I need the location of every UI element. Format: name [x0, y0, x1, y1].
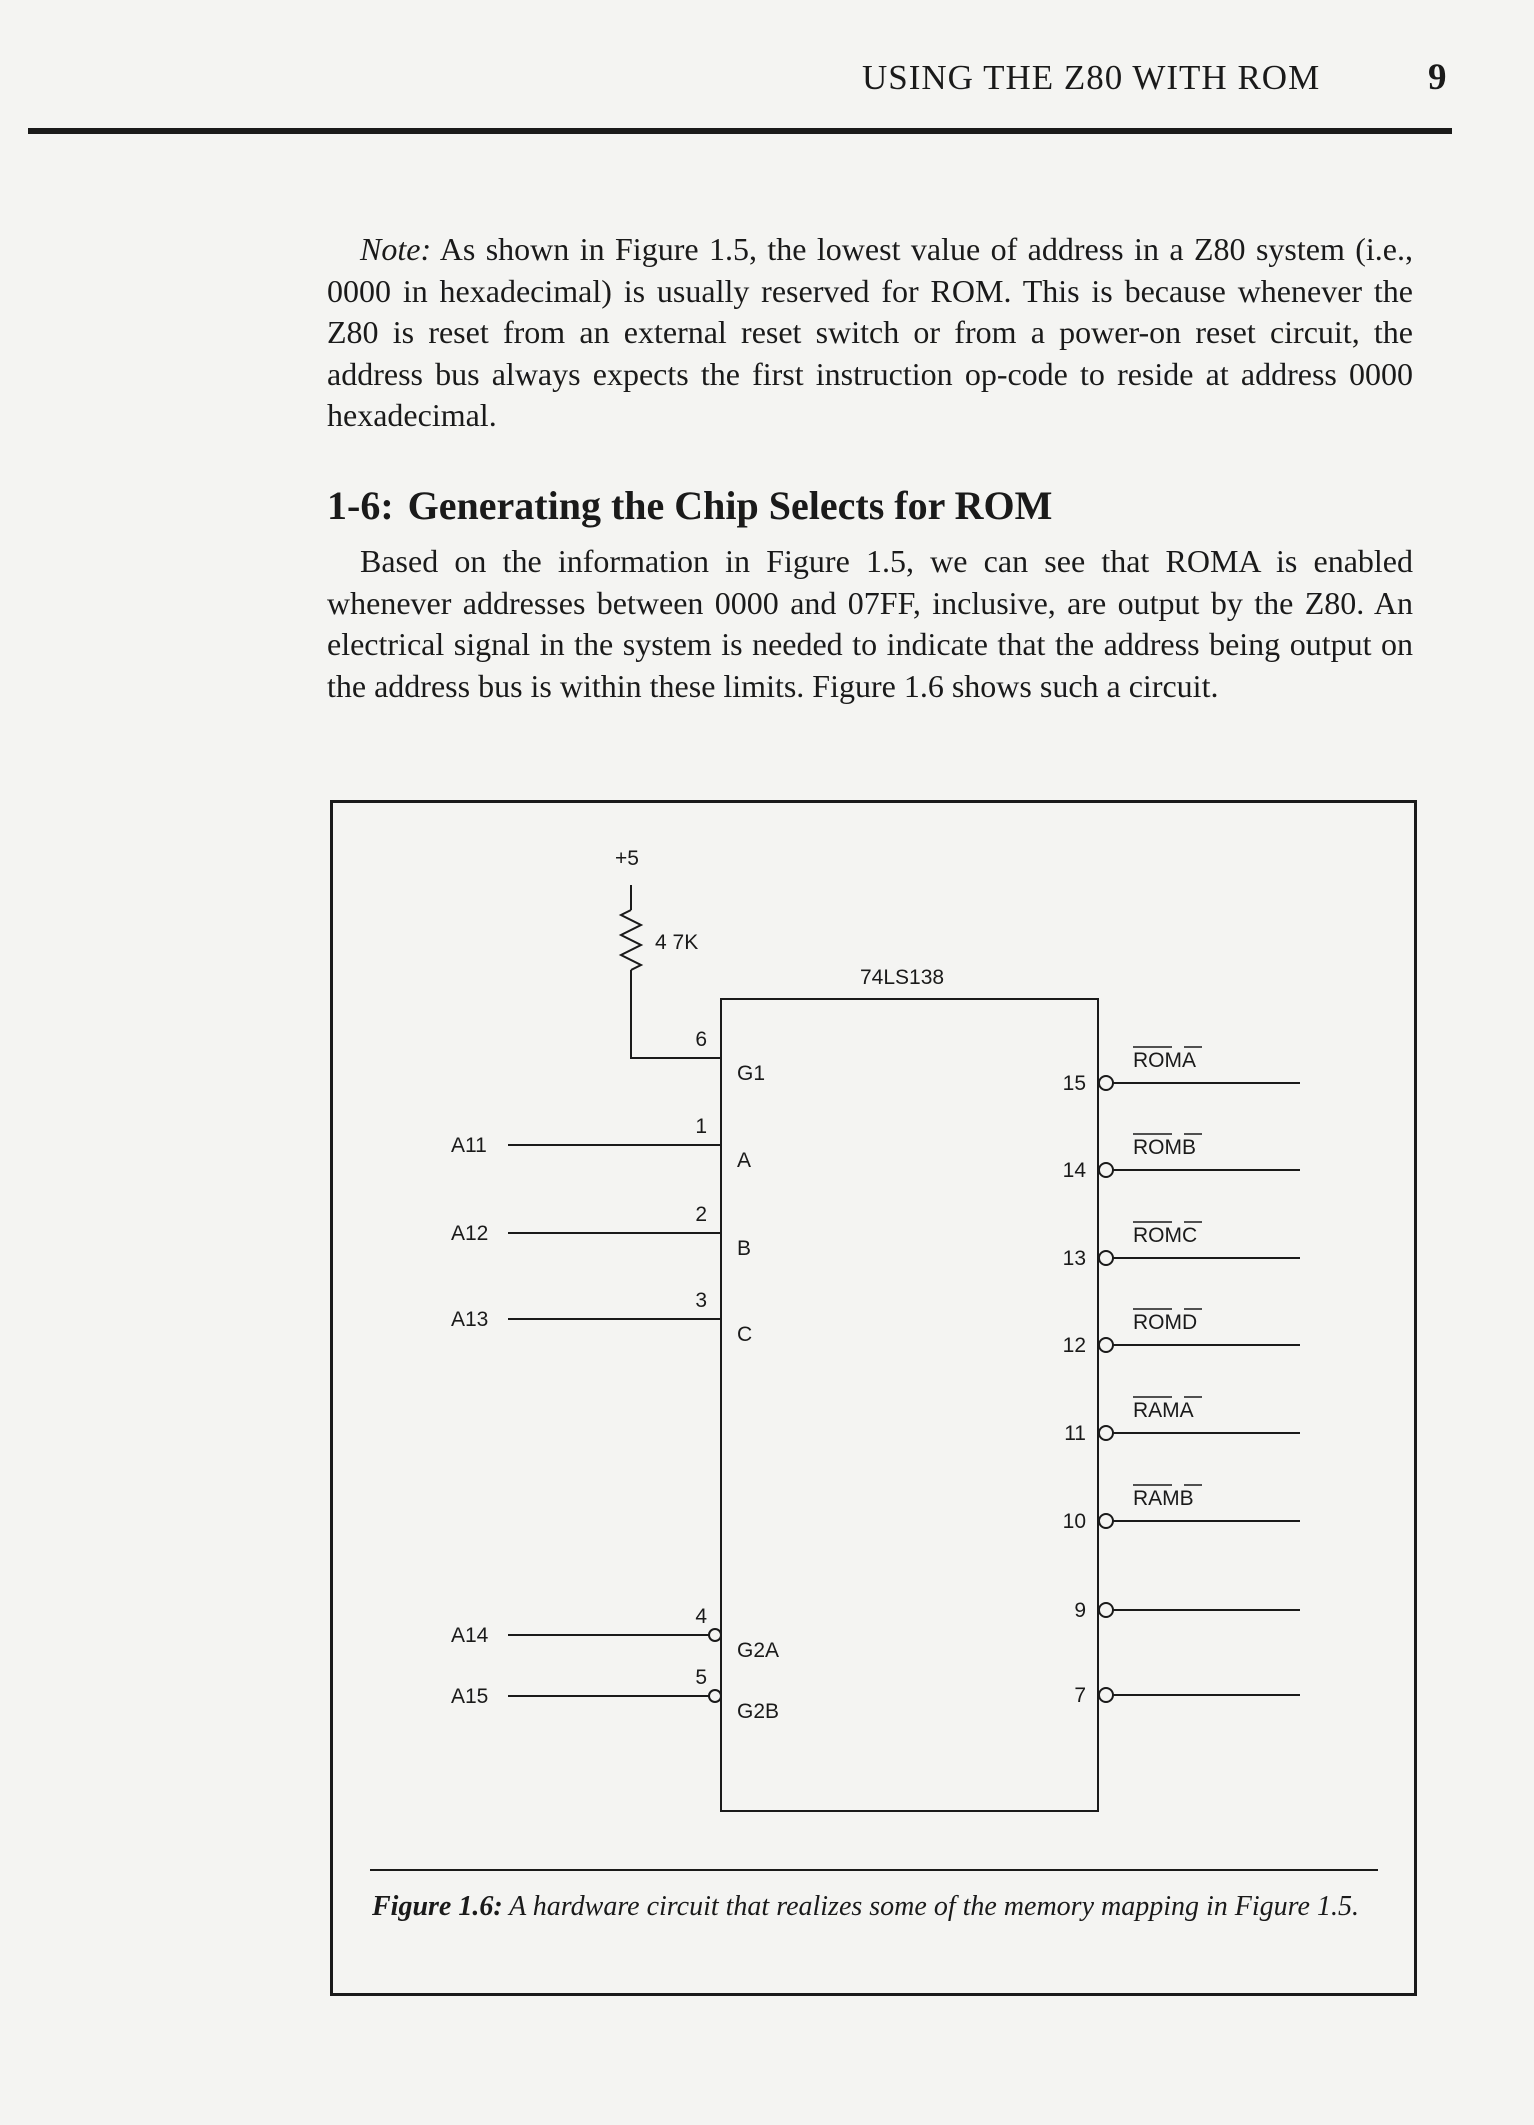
supply-label: +5	[615, 847, 639, 870]
output-bubble	[1099, 1426, 1113, 1440]
output-pin-number: 10	[1062, 1510, 1086, 1533]
section-title: Generating the Chip Selects for ROM	[407, 483, 1053, 528]
output-pin-number: 13	[1062, 1247, 1086, 1270]
input-signal-label: A12	[451, 1222, 489, 1245]
input-pin-number: 4	[695, 1605, 707, 1628]
page-number: 9	[1428, 57, 1447, 98]
input-wire	[631, 970, 721, 1058]
caption-label: Figure 1.6:	[372, 1891, 503, 1922]
output-signal-label: ROMA	[1133, 1049, 1196, 1072]
section-number: 1-6:	[327, 483, 394, 528]
resistor-label: 4 7K	[655, 931, 699, 954]
input-signal-label: A13	[451, 1308, 489, 1331]
note-label: Note:	[360, 231, 432, 267]
header-rule	[28, 128, 1452, 134]
section-body-paragraph: Based on the information in Figure 1.5, we can see that ROMA is enabled whenever addresses between 0000 and 07FF, inclusive, are output by the Z80. An electrical signal in the system is needed to indicate that the address being output on the address bus is within these limits. Figure 1.6 shows such a circuit.	[327, 543, 1413, 704]
input-pin-number: 6	[695, 1028, 707, 1051]
output-pin-number: 15	[1062, 1072, 1086, 1095]
chip-label: 74LS138	[860, 966, 945, 989]
output-bubble	[1099, 1514, 1113, 1528]
note-paragraph	[327, 229, 1413, 437]
output-signal-label: ROMB	[1133, 1136, 1196, 1159]
section-heading	[327, 482, 1052, 529]
input-name: A	[737, 1149, 752, 1172]
output-bubble	[1099, 1338, 1113, 1352]
caption-rule	[370, 1869, 1378, 1871]
output-pin-number: 14	[1062, 1159, 1086, 1182]
input-pin-number: 2	[695, 1203, 707, 1226]
output-pin-number: 12	[1062, 1334, 1086, 1357]
figure-frame	[330, 800, 1417, 1996]
running-title: USING THE Z80 WITH ROM	[862, 58, 1321, 97]
input-signal-label: A14	[451, 1624, 489, 1647]
output-bubble	[1099, 1688, 1113, 1702]
output-bubble	[1099, 1076, 1113, 1090]
inversion-bubble	[709, 1690, 721, 1702]
figure-caption	[372, 1889, 1378, 1924]
output-signal-label: RAMB	[1133, 1487, 1194, 1510]
resistor	[621, 910, 641, 970]
output-bubble	[1099, 1603, 1113, 1617]
output-bubble	[1099, 1163, 1113, 1177]
output-signal-label: RAMA	[1133, 1399, 1194, 1422]
output-signal-label: ROMC	[1133, 1224, 1198, 1247]
output-bubble	[1099, 1251, 1113, 1265]
output-pin-number: 9	[1074, 1599, 1086, 1622]
output-pin-number: 11	[1064, 1422, 1086, 1445]
input-pin-number: 5	[695, 1666, 707, 1689]
note-text: As shown in Figure 1.5, the lowest value of address in a Z80 system (i.e., 0000 in hexadecimal) is usually reserved for ROM. This is because whenever the Z80 is reset from an external reset switch or from a power-on reset circuit, the address bus always expects the first instruction op-code to reside at address 0000 hexadecimal.	[327, 231, 1413, 433]
output-signal-label: ROMD	[1133, 1311, 1198, 1334]
input-pin-number: 3	[695, 1289, 707, 1312]
circuit-diagram	[333, 803, 1414, 1993]
input-name: G2A	[737, 1639, 780, 1662]
input-name: G2B	[737, 1700, 780, 1723]
input-signal-label: A15	[451, 1685, 489, 1708]
output-pin-number: 7	[1074, 1684, 1086, 1707]
inversion-bubble	[709, 1629, 721, 1641]
input-signal-label: A11	[451, 1134, 487, 1157]
caption-text: A hardware circuit that realizes some of the memory mapping in Figure 1.5.	[502, 1891, 1359, 1922]
input-name: C	[737, 1323, 753, 1346]
input-name: G1	[737, 1062, 766, 1085]
input-name: B	[737, 1237, 752, 1260]
input-pin-number: 1	[695, 1115, 707, 1138]
chip-body	[721, 999, 1098, 1811]
